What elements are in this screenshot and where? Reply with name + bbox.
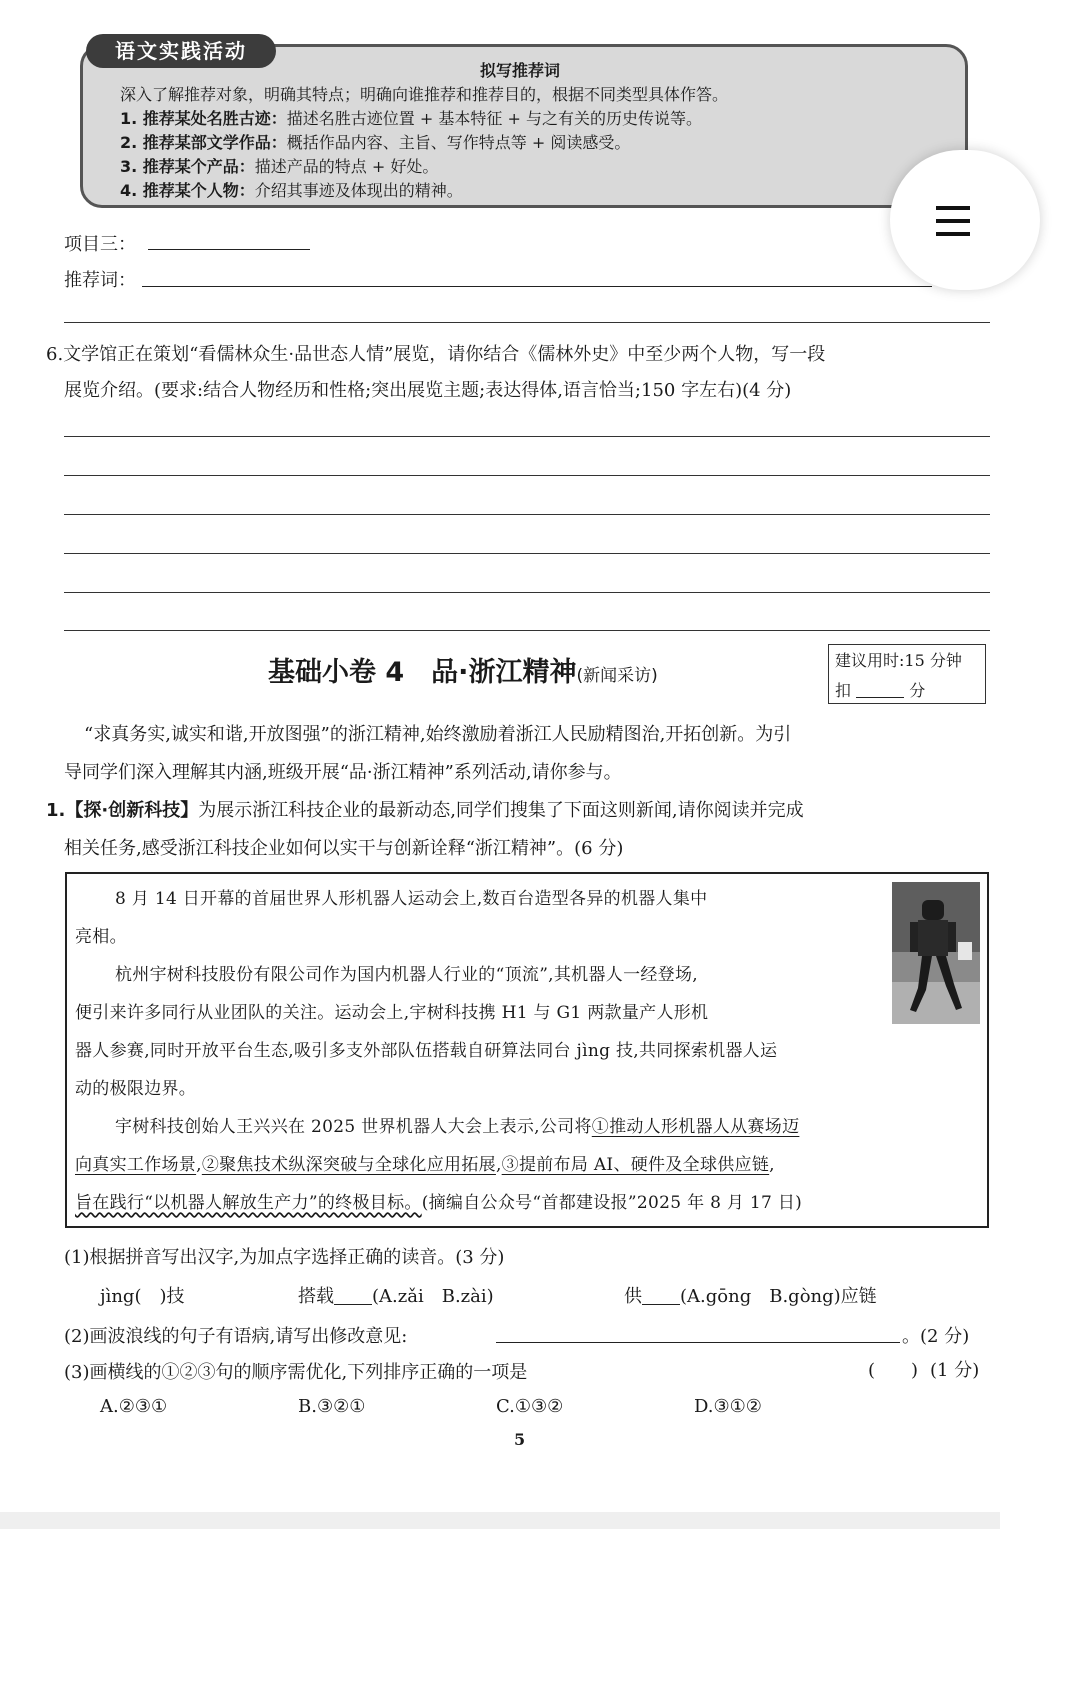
answer-line[interactable]	[64, 630, 990, 631]
answer-line[interactable]	[64, 436, 990, 437]
news-text: 宇树科技创始人王兴兴在 2025 世界机器人大会上表示,公司将①推动人形机器人从赛场迈	[115, 1117, 800, 1137]
answer-line[interactable]	[64, 322, 990, 323]
pinyin-item-a[interactable]: jìng( )技	[100, 1286, 185, 1307]
news-text: 动的极限边界。	[75, 1079, 197, 1099]
practice-item: 2. 推荐某部文学作品：概括作品内容、主旨、写作特点等 + 阅读感受。	[120, 133, 631, 152]
sub2-text: (2)画波浪线的句子有语病,请写出修改意见:	[64, 1326, 408, 1347]
q6-line1: 6.文学馆正在策划“看儒林众生·品世态人情”展览，请你结合《儒林外史》中至少两个人物，写一段	[46, 344, 826, 365]
underlined-sentence: ③提前布局 AI、硬件及全球供应链	[501, 1155, 770, 1175]
intro-line2: 导同学们深入理解其内涵,班级开展“品·浙江精神”系列活动,请你参与。	[64, 762, 622, 783]
news-text: 旨在践行“以机器人解放生产力”的终极目标。(摘编自公众号“首都建设报”2025 年 8 月 17 日)	[75, 1193, 803, 1213]
practice-title: 拟写推荐词	[480, 61, 561, 80]
q6-line2: 展览介绍。(要求:结合人物经历和性格;突出展览主题;表达得体,语言恰当;150 字左右)(4 分)	[64, 380, 792, 401]
underlined-sentence: ②聚焦技术纵深突破与全球化应用拓展	[201, 1155, 496, 1175]
section-title: 基础小卷 4 品·浙江精神(新闻采访)	[268, 657, 658, 688]
practice-tag: 语文实践活动	[86, 34, 276, 68]
intro-line1: “求真务实,诚实和谐,开放图强”的浙江精神,始终激励着浙江人民励精图治,开拓创新。为引	[84, 724, 792, 745]
news-text: 器人参赛,同时开放平台生态,吸引多支外部队伍搭载自研算法同台 jìng 技,共同探索机器人运	[75, 1041, 778, 1061]
news-text: 亮相。	[75, 927, 127, 947]
news-text: 8 月 14 日开幕的首届世界人形机器人运动会上,数百台造型各异的机器人集中	[115, 889, 708, 909]
recommend-input[interactable]	[142, 286, 932, 287]
practice-item: 1. 推荐某处名胜古迹：描述名胜古迹位置 + 基本特征 + 与之有关的历史传说等。	[120, 109, 702, 128]
q1-line1: 1.【探·创新科技】为展示浙江科技企业的最新动态,同学们搜集了下面这则新闻,请你阅读并完成	[46, 800, 804, 821]
sub3-points: (1 分)	[930, 1360, 980, 1381]
sub3-text: (3)画横线的①②③句的顺序需优化,下列排序正确的一项是	[64, 1362, 528, 1383]
q1-line2: 相关任务,感受浙江科技企业如何以实干与创新诠释“浙江精神”。(6 分)	[64, 838, 624, 859]
wavy-sentence: 旨在践行“以机器人解放生产力”的终极目标。	[75, 1193, 422, 1213]
pinyin-item-b: 搭载 (A.zǎi B.zài)	[298, 1286, 494, 1307]
time-box	[828, 644, 986, 704]
page-number: 5	[514, 1430, 526, 1449]
answer-blank[interactable]	[334, 1304, 372, 1305]
score-input[interactable]	[856, 697, 904, 698]
underlined-sentence: ①推动人形机器人从赛场迈	[591, 1117, 800, 1137]
underlined-sentence: 向真实工作场景	[75, 1155, 197, 1175]
practice-item: 3. 推荐某个产品：描述产品的特点 + 好处。	[120, 157, 439, 176]
answer-line[interactable]	[64, 553, 990, 554]
news-text: 便引来许多同行从业团队的关注。运动会上,宇树科技携 H1 与 G1 两款量产人形机	[75, 1003, 709, 1023]
sub1-text: (1)根据拼音写出汉字,为加点字选择正确的读音。(3 分)	[64, 1247, 505, 1268]
pinyin-item-c: 供 (A.gōng B.gòng)应链	[624, 1286, 877, 1307]
answer-line[interactable]	[64, 475, 990, 476]
answer-line[interactable]	[64, 592, 990, 593]
project3-input[interactable]	[148, 249, 310, 250]
practice-intro: 深入了解推荐对象，明确其特点；明确向谁推荐和推荐目的，根据不同类型具体作答。	[120, 85, 729, 104]
recommend-label: 推荐词：	[64, 270, 136, 291]
score-row: 扣 分	[835, 681, 926, 700]
answer-line[interactable]	[64, 514, 990, 515]
footer-bar	[0, 1512, 1000, 1529]
practice-item: 4. 推荐某个人物：介绍其事迹及体现出的精神。	[120, 181, 463, 200]
option-a[interactable]: A.②③①	[100, 1396, 168, 1417]
option-d[interactable]: D.③①②	[694, 1396, 762, 1417]
answer-paren[interactable]: ( )	[868, 1360, 919, 1381]
news-text: 杭州宇树科技股份有限公司作为国内机器人行业的“顶流”,其机器人一经登场,	[115, 965, 698, 985]
option-c[interactable]: C.①③②	[496, 1396, 564, 1417]
sub2-tail: 。(2 分)	[902, 1326, 970, 1347]
answer-blank[interactable]	[642, 1304, 680, 1305]
hamburger-menu-icon[interactable]	[936, 206, 970, 245]
project3-label: 项目三：	[64, 234, 136, 255]
sub2-answer-input[interactable]	[496, 1342, 900, 1343]
robot-photo	[892, 882, 980, 1024]
news-text: 向真实工作场景,②聚焦技术纵深突破与全球化应用拓展,③提前布局 AI、硬件及全球供应链,	[75, 1155, 775, 1175]
time-label: 建议用时:15 分钟	[835, 651, 962, 670]
option-b[interactable]: B.③②①	[298, 1396, 366, 1417]
